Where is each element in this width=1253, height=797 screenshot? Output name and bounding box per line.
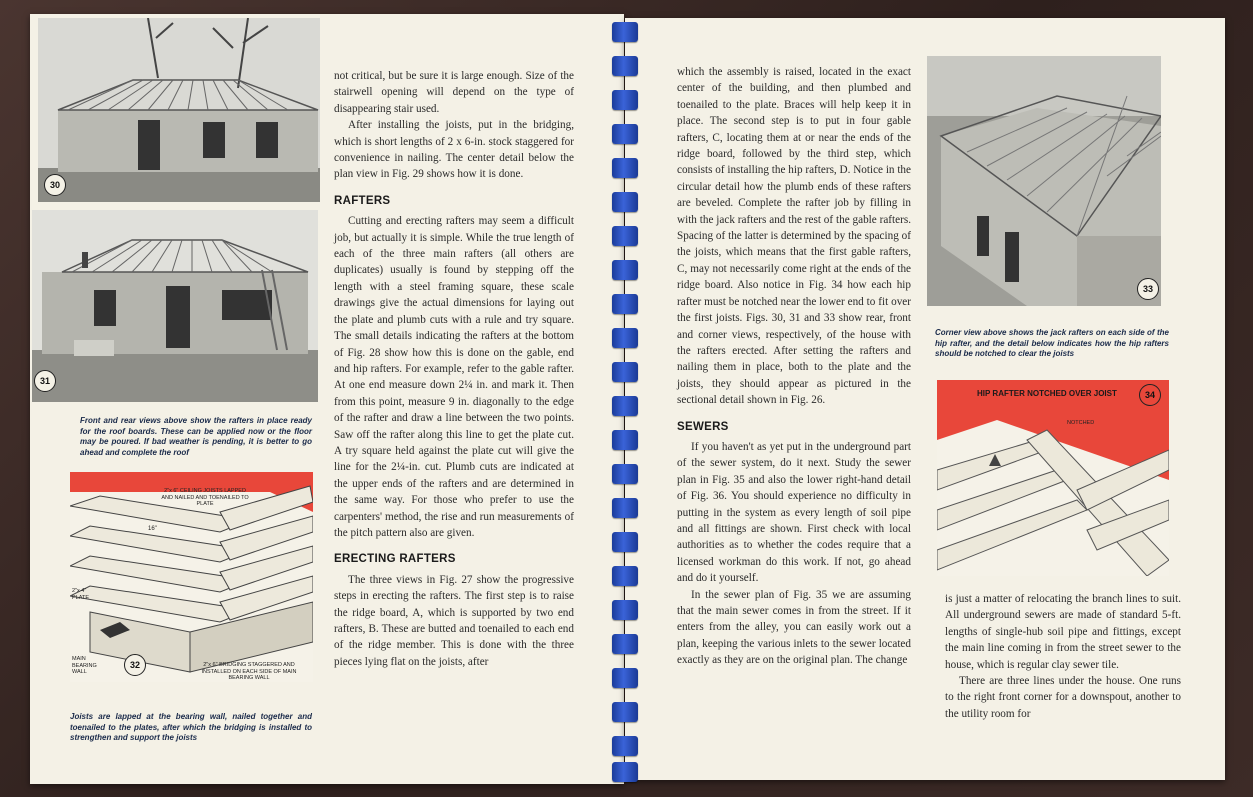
label-bridging: 2"x 6" BRIDGING STAGGERED AND INSTALLED ON EACH SIDE OF MAIN BEARING WALL xyxy=(201,662,297,681)
binding-ring xyxy=(612,90,638,110)
right-text-column-1 xyxy=(677,64,911,669)
fig-32-number: 32 xyxy=(124,654,146,676)
paragraph: After installing the joists, put in the bridging, which is short lengths of 2 x 6-in. stock staggered for convenience in nailing. The center detail below the plan view in Fig. 29 shows how it is done. xyxy=(334,119,574,181)
paragraph: In the sewer plan of Fig. 35 we are assuming that the main sewer comes in from the street. If it enters from the alley, you can easily work out a plan, keeping the various inlets to the sewer located exactly as they are on the original plan. The change xyxy=(677,588,911,667)
paragraph: There are three lines under the house. One runs to the right front corner for a downspout, another to the utility room for xyxy=(945,675,1181,720)
binding-ring xyxy=(612,56,638,76)
binding-ring xyxy=(612,668,638,688)
binding-ring xyxy=(612,430,638,450)
fig-34-number: 34 xyxy=(1139,384,1161,406)
caption-fig-32: Joists are lapped at the bearing wall, nailed together and toenailed to the plates, after which the bridging is installed to strengthen and support the joists xyxy=(70,712,312,742)
caption-fig-31: Front and rear views above show the rafters in place ready for the roof boards. These can be applied now or the floor may be poured. If bad weather is pending, it is better to go ahead and complete the roof xyxy=(80,416,312,457)
binding-ring xyxy=(612,124,638,144)
heading-rafters: RAFTERS xyxy=(334,194,391,207)
binding-ring xyxy=(612,634,638,654)
binding-ring xyxy=(612,762,638,782)
binding-ring xyxy=(612,328,638,348)
fig-30-number: 30 xyxy=(44,174,66,196)
house-rear-photo xyxy=(38,18,320,202)
binding-ring xyxy=(612,702,638,722)
binding-ring xyxy=(612,498,638,518)
label-main-bearing-wall: MAIN BEARING WALL xyxy=(72,656,97,675)
fig-33-number: 33 xyxy=(1137,278,1159,300)
binding-ring xyxy=(612,362,638,382)
paragraph: which the assembly is raised, located in the exact center of the building, and then plumbed and toenailed to the plate. Braces will help keep it in place. The second step is to put in four gable rafters, C, locating them at or near the ends of the ridge board, followed by the third step, which consists of installing the hip rafters, D. Notice in the circular detail how the plumb ends of these rafters are beveled. Complete the rafter job by filling in with the jack rafters and the rest of the gable rafters. Spacing of the latter is determined by the spacing of the joists, which means that the first gable rafters, C, may not necessarily come right at the ends of the ridge board. Also notice in Fig. 34 how each hip rafter must be notched near the lower end to fit over the first joists. Figs. 30, 31 and 33 show rear, front and corner views, respectively, of the house with the rafters erected. After setting the rafters and nailing them in place, both to the plate and the joists, they should appear as pictured in the sectional detail shown in Fig. 26. xyxy=(677,66,911,407)
fig-34-title: HIP RAFTER NOTCHED OVER JOIST xyxy=(977,389,1117,398)
binding-ring xyxy=(612,532,638,552)
binding-ring xyxy=(612,736,638,756)
paragraph: The three views in Fig. 27 show the progressive steps in erecting the rafters. The first step is to raise the ridge board, A, which is supported by two end rafters, B. These are butted and toenailed to each end of the ridge member. This is done with the three pieces lying flat on the joists, after xyxy=(334,573,574,668)
paragraph: Cutting and erecting rafters may seem a difficult job, but actually it is simple. While the true length of each of the three main rafters (all others are duplicates) usually is found by stepping off the length with a steel framing square, these scale drawings give the actual dimensions for laying out the plate and plumb cuts with a rule and try square. The small details indicating the rafters at the bottom of Fig. 28 show how this is done on the gable, end and hip rafters. For example, refer to the gable rafter. At one end measure down 2¼ in. and mark it. Then from this point, measure 9 in. diagonally to the edge of the rafter and draw a line between the two points. Saw off the rafter along this line to get the plate cut. A try square held against the plate cut will give the line for the 2¼-in. cut. Plumb cuts are indicated at the upper ends of the rafters and are determined in the same way. For those who prefer to use the carpenters' method, the rise and run measurements of the pitch pattern also are given. xyxy=(334,215,574,539)
photo-fig-30 xyxy=(38,18,320,202)
binding-ring xyxy=(612,600,638,620)
label-ceiling-joists: 2"x 6" CEILING JOISTS LAPPED AND NAILED AND TOENAILED TO PLATE xyxy=(161,488,249,507)
photo-fig-31 xyxy=(32,210,318,402)
label-dim-16: 16" xyxy=(148,526,157,532)
photo-fig-33 xyxy=(927,56,1161,306)
binding-ring xyxy=(612,566,638,586)
binding-ring xyxy=(612,396,638,416)
house-corner-photo xyxy=(927,56,1161,306)
right-text-column-2 xyxy=(945,591,1181,722)
binding-ring xyxy=(612,294,638,314)
house-front-photo xyxy=(32,210,318,402)
binding-ring xyxy=(612,226,638,246)
right-page xyxy=(625,18,1225,780)
heading-erecting-rafters: ERECTING RAFTERS xyxy=(334,553,456,566)
illustration-fig-32 xyxy=(70,472,313,682)
paragraph: If you haven't as yet put in the underground part of the sewer system, do it next. Study the sewer plan in Fig. 35 and also the lower right-hand detail of Fig. 36. You should experience no difficulty in putting in the system as every length of soil pipe and all fittings are shown. First check with local authorities as to whether the codes require that a licensed workman do this work. If not, go ahead and do it yourself. xyxy=(677,440,911,585)
binding-ring xyxy=(612,192,638,212)
hip-rafter-diagram xyxy=(937,380,1169,576)
binding-ring xyxy=(612,260,638,280)
left-text-column xyxy=(334,68,574,670)
fig-31-number: 31 xyxy=(34,370,56,392)
heading-sewers: SEWERS xyxy=(677,420,729,433)
left-page xyxy=(30,14,624,784)
label-notched: NOTCHED xyxy=(1067,420,1095,426)
spiral-binding xyxy=(612,22,638,782)
label-plate: 2"x 4" PLATE xyxy=(72,588,90,601)
paragraph: is just a matter of relocating the branch lines to suit. All underground sewers are made of standard 5-ft. lengths of single-hub soil pipe and fittings, except the main line coming in from the street sewer to the house, which is regular clay sewer tile. xyxy=(945,593,1181,671)
caption-fig-33: Corner view above shows the jack rafters on each side of the hip rafter, and the detail below indicates how the hip rafters should be notched to clear the joists xyxy=(935,328,1169,358)
paragraph: not critical, but be sure it is large enough. Size of the stairwell opening will depend on the type of disappearing stair used. xyxy=(334,70,574,115)
binding-ring xyxy=(612,464,638,484)
binding-ring xyxy=(612,158,638,178)
binding-ring xyxy=(612,22,638,42)
illustration-fig-34 xyxy=(937,380,1169,576)
